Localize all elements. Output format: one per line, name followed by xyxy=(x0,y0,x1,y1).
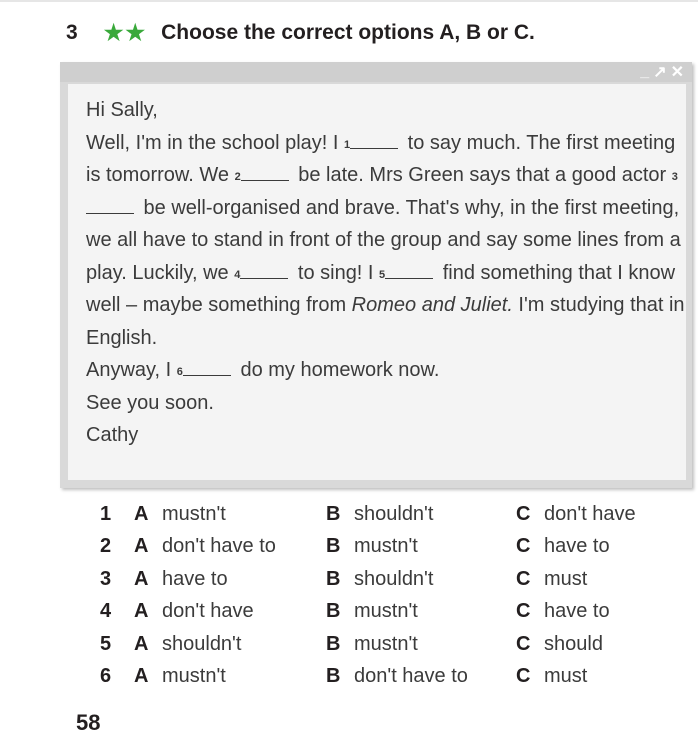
email-greeting: Hi Sally, xyxy=(86,99,158,121)
option-text: shouldn't xyxy=(162,632,242,655)
option-letter: C xyxy=(516,665,531,688)
option-row xyxy=(100,596,636,629)
option-text: must xyxy=(544,665,588,688)
option-letter: B xyxy=(326,502,341,525)
email-window xyxy=(60,62,692,488)
option-letter: C xyxy=(516,600,531,623)
email-body xyxy=(86,127,686,355)
email-text-segment: find something that I know well – maybe something from xyxy=(86,261,676,316)
option-letter: A xyxy=(134,502,149,525)
option-b[interactable] xyxy=(326,535,516,558)
minimize-icon[interactable]: _ xyxy=(640,63,650,80)
option-letter: C xyxy=(516,632,531,655)
answer-blank[interactable] xyxy=(350,148,398,149)
option-letter: A xyxy=(134,567,149,590)
exercise-number: 3 xyxy=(66,21,78,44)
option-a[interactable] xyxy=(134,600,326,623)
option-b[interactable] xyxy=(326,568,516,591)
email-signature: Cathy xyxy=(86,424,139,446)
option-number: 5 xyxy=(100,632,112,655)
option-b[interactable] xyxy=(326,600,516,623)
option-text: have to xyxy=(162,567,228,590)
option-row xyxy=(100,661,636,694)
option-text: shouldn't xyxy=(354,567,434,590)
option-number: 6 xyxy=(100,665,112,688)
option-c[interactable] xyxy=(516,535,610,558)
option-c[interactable] xyxy=(516,633,603,656)
option-text: mustn't xyxy=(162,665,226,688)
option-letter: A xyxy=(134,665,149,688)
gap-number: 3 xyxy=(671,171,678,183)
option-letter: C xyxy=(516,567,531,590)
email-text-segment: to say much. The first meeting is tomorrow. We xyxy=(86,131,676,186)
option-letter: B xyxy=(326,535,341,558)
email-text-segment: be well-organised and brave. That's why, in the first meeting, we all have to stand in front of the group and say some lines from a play. Luckily, we xyxy=(86,196,681,284)
maximize-icon[interactable]: ↗ xyxy=(653,64,667,81)
option-letter: A xyxy=(134,632,149,655)
anyway-text-end: do my homework now. xyxy=(234,359,440,381)
top-rule xyxy=(0,0,698,2)
option-letter: A xyxy=(134,535,149,558)
option-text: mustn't xyxy=(354,600,418,623)
option-letter: B xyxy=(326,632,341,655)
option-text: mustn't xyxy=(354,535,418,558)
page-number: 58 xyxy=(76,710,101,735)
option-letter: A xyxy=(134,600,149,623)
email-closing: See you soon. xyxy=(86,391,214,414)
option-text: don't have xyxy=(162,600,254,623)
email-italic-title: Romeo and Juliet. xyxy=(351,294,513,316)
option-number: 1 xyxy=(100,502,112,525)
option-row xyxy=(100,531,636,564)
option-text: mustn't xyxy=(162,502,226,525)
option-a[interactable] xyxy=(134,568,326,591)
email-anyway-line xyxy=(86,354,686,387)
window-titlebar xyxy=(60,62,692,82)
option-c[interactable] xyxy=(516,503,636,526)
option-a[interactable] xyxy=(134,535,326,558)
option-text: must xyxy=(544,567,588,590)
option-letter: B xyxy=(326,665,341,688)
option-letter: B xyxy=(326,600,341,623)
option-text: mustn't xyxy=(354,632,418,655)
email-text xyxy=(86,94,686,452)
email-text-segment: be late. Mrs Green says that a good actor xyxy=(292,164,672,186)
gap-number: 1 xyxy=(344,138,351,151)
option-row xyxy=(100,498,636,531)
option-number: 4 xyxy=(100,600,112,623)
gap-number: 4 xyxy=(234,268,241,281)
difficulty-stars-icon: ★★ xyxy=(103,20,148,45)
answer-blank[interactable] xyxy=(86,213,134,214)
answer-blank[interactable] xyxy=(240,278,288,279)
email-text-segment: to sing! I xyxy=(292,261,380,284)
answer-blank[interactable] xyxy=(385,278,433,279)
email-panel xyxy=(68,84,686,480)
close-icon[interactable]: ✕ xyxy=(670,64,684,81)
option-text: don't have xyxy=(544,502,636,525)
exercise-instruction: Choose the correct options A, B or C. xyxy=(161,21,535,44)
option-text: don't have to xyxy=(354,665,468,688)
answer-blank[interactable] xyxy=(183,375,231,376)
exercise-heading xyxy=(66,20,535,46)
option-number: 3 xyxy=(100,567,112,590)
option-b[interactable] xyxy=(326,503,516,526)
option-b[interactable] xyxy=(326,665,516,688)
option-a[interactable] xyxy=(134,633,326,656)
option-text: don't have to xyxy=(162,535,276,558)
option-row xyxy=(100,628,636,661)
option-letter: B xyxy=(326,567,341,590)
gap-number: 6 xyxy=(176,366,183,378)
option-text: have to xyxy=(544,535,610,558)
answer-blank[interactable] xyxy=(241,180,289,181)
option-text: have to xyxy=(544,600,610,623)
anyway-text-start: Anyway, I xyxy=(86,359,177,381)
option-c[interactable] xyxy=(516,568,587,591)
gap-number: 2 xyxy=(234,171,241,183)
option-text: should xyxy=(544,632,603,655)
answer-options xyxy=(100,498,636,693)
option-letter: C xyxy=(516,502,531,525)
email-text-segment: I'm studying that in English. xyxy=(86,294,685,349)
option-a[interactable] xyxy=(134,503,326,526)
option-b[interactable] xyxy=(326,633,516,656)
email-text-segment: Well, I'm in the school play! I xyxy=(86,131,344,154)
option-letter: C xyxy=(516,535,531,558)
gap-number: 5 xyxy=(379,268,386,281)
option-a[interactable] xyxy=(134,665,326,688)
option-c[interactable] xyxy=(516,665,587,688)
option-number: 2 xyxy=(100,535,112,558)
option-c[interactable] xyxy=(516,600,610,623)
option-text: shouldn't xyxy=(354,502,434,525)
option-row xyxy=(100,563,636,596)
